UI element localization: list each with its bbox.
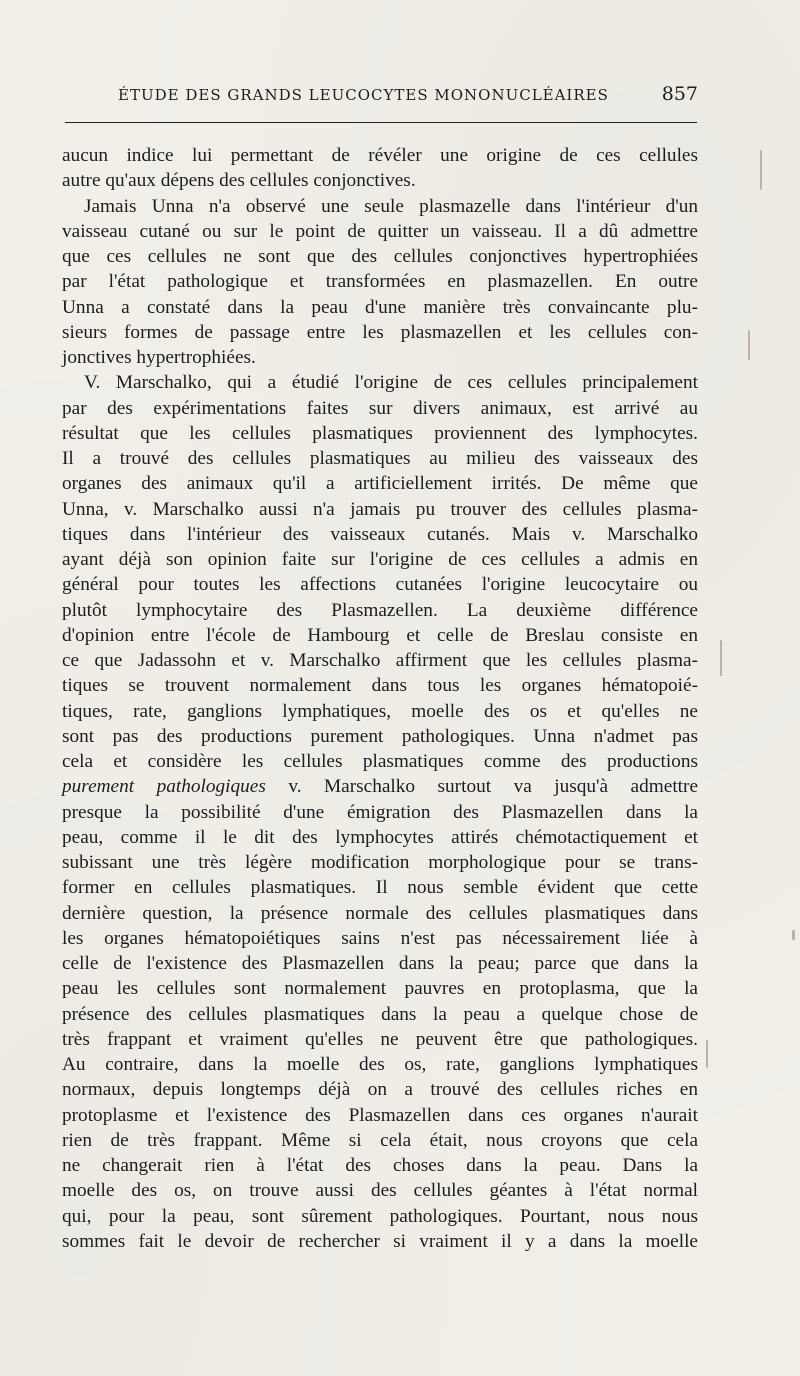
text-line: vaisseau cutané ou sur le point de quitter un vaisseau. Il a dû admettre (62, 220, 698, 242)
text-line: qui, pour la peau, sont sûrement pathologiques. Pourtant, nous nous (62, 1205, 698, 1227)
text-line: ne changerait rien à l'état des choses dans la peau. Dans la (62, 1155, 698, 1176)
text-line: sont pas des productions purement pathologiques. Unna n'admet pas (62, 725, 698, 747)
running-head (62, 83, 698, 114)
text-line: normaux, depuis longtemps déjà on a trouvé des cellules riches en (62, 1079, 698, 1101)
text-line: protoplasme et l'existence des Plasmazellen dans ces organes n'aurait (62, 1104, 698, 1126)
text-line: sommes fait le devoir de rechercher si vraiment il y a dans la moelle (62, 1230, 698, 1252)
text-line: ce que Jadassohn et v. Marschalko affirment que les cellules plasma- (62, 650, 698, 671)
paper-speck (760, 150, 762, 190)
text-line: Unna a constaté dans la peau d'une manière très convaincante plu- (62, 296, 698, 318)
text-line: autre qu'aux dépens des cellules conjonctives. (62, 170, 416, 192)
text-line: cela et considère les cellules plasmatiques comme des productions (62, 751, 698, 772)
paper-speck (792, 930, 795, 940)
italic-phrase: purement pathologiques (62, 776, 266, 798)
text-line: général pour toutes les affections cutanées l'origine leucocytaire ou (62, 574, 698, 596)
text-line: résultat que les cellules plasmatiques proviennent des lymphocytes. (62, 422, 698, 444)
text-line: aucun indice lui permettant de révéler une origine de ces cellules (62, 145, 698, 166)
text-line: former en cellules plasmatiques. Il nous semble évident que cette (62, 877, 698, 899)
paper-speck (706, 1040, 708, 1068)
text-line: ayant déjà son opinion faite sur l'origine de ces cellules a admis en (62, 549, 698, 570)
text-line: Unna, v. Marschalko aussi n'a jamais pu trouver des cellules plasma- (62, 498, 698, 520)
text-line: organes des animaux qu'il a artificiellement irrités. De même que (62, 473, 698, 495)
paper-speck (748, 330, 750, 360)
text-line: subissant une très légère modification morphologique pour se trans- (62, 852, 698, 873)
text-line: les organes hématopoiétiques sains n'est pas nécessairement liée à (62, 927, 698, 949)
body-text (62, 143, 698, 1254)
text-line: presque la possibilité d'une émigration des Plasmazellen dans la (62, 801, 698, 823)
text-line (62, 774, 698, 799)
text-line: rien de très frappant. Même si cela était, nous croyons que cela (62, 1129, 698, 1151)
text-line: tiques, rate, ganglions lymphatiques, moelle des os et qu'elles ne (62, 700, 698, 722)
page-number: 857 (661, 83, 698, 105)
text-line: par des expérimentations faites sur divers animaux, est arrivé au (62, 397, 698, 419)
text-line: d'opinion entre l'école de Hambourg et celle de Breslau consiste en (62, 624, 698, 646)
text-line: tiques dans l'intérieur des vaisseaux cutanés. Mais v. Marschalko (62, 523, 698, 545)
text-line: présence des cellules plasmatiques dans la peau a quelque chose de (62, 1003, 698, 1025)
text-line: Jamais Unna n'a observé une seule plasmazelle dans l'intérieur d'un (84, 195, 698, 217)
text-line: celle de l'existence des Plasmazellen dans la peau; parce que dans la (62, 953, 698, 974)
text-line: sieurs formes de passage entre les plasmazellen et les cellules con- (62, 321, 698, 343)
text-line: jonctives hypertrophiées. (62, 347, 256, 368)
text-line: que ces cellules ne sont que des cellules conjonctives hypertrophiées (62, 246, 698, 267)
text-line: très frappant et vraiment qu'elles ne peuvent être que pathologiques. (62, 1028, 698, 1050)
running-title: ÉTUDE DES GRANDS LEUCOCYTES MONONUCLÉAIRES (118, 86, 609, 104)
text-line-rest: v. Marschalko surtout va jusqu'à admettre (265, 776, 699, 798)
text-line: plutôt lymphocytaire des Plasmazellen. La deuxième différence (62, 599, 698, 621)
text-line: par l'état pathologique et transformées en plasmazellen. En outre (62, 271, 698, 293)
text-line: Au contraire, dans la moelle des os, rate, ganglions lymphatiques (62, 1054, 698, 1075)
text-line: peau, comme il le dit des lymphocytes attirés chémotactiquement et (62, 826, 698, 848)
header-rule (65, 122, 697, 123)
paper-speck (720, 640, 722, 676)
text-line: dernière question, la présence normale des cellules plasmatiques dans (62, 902, 698, 924)
text-line: moelle des os, on trouve aussi des cellules géantes à l'état normal (62, 1180, 698, 1202)
text-line: tiques se trouvent normalement dans tous les organes hématopoié- (62, 675, 698, 697)
text-line: V. Marschalko, qui a étudié l'origine de ces cellules principalement (84, 372, 698, 394)
text-line: Il a trouvé des cellules plasmatiques au milieu des vaisseaux des (62, 448, 698, 469)
text-line: peau les cellules sont normalement pauvres en protoplasma, que la (62, 978, 698, 1000)
